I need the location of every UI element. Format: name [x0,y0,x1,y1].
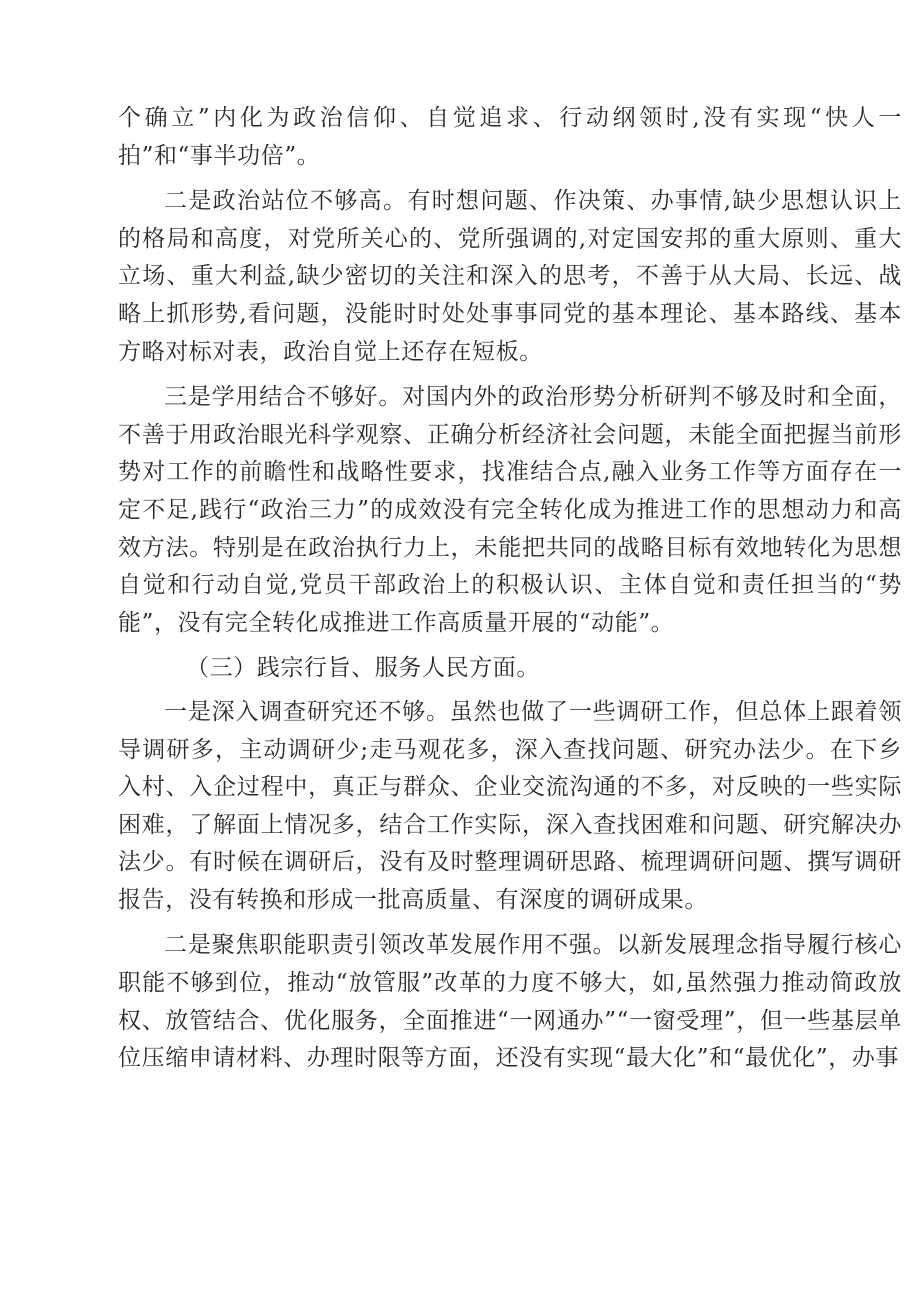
section-heading-serve-people: （三）践宗行旨、服务人民方面。 [186,655,540,682]
paragraph-continued: 个确立”内化为政治信仰、自觉追求、行动纲领时,没有实现“快人一拍”和“事半功倍”。 [118,105,902,169]
paragraph-study-application: 三是学用结合不够好。对国内外的政治形势分析研判不够及时和全面，不善于用政治眼光科学观察、正确分析经济社会问题，未能全面把握当前形势对工作的前瞻性和战略性要求，找准结合点,融入业务工作等方面存在一定不足,践行“政治三力”的成效没有完全转化成为推进工作的思想动力和高效方法。特别是在政治执行力上，未能把共同的战略目标有效地转化为思想自觉和行动自觉,党员干部政治上的积极认识、主体自觉和责任担当的“势能”，没有完全转化成推进工作高质量开展的“动能”。 [118,384,902,636]
paragraph-political-stance: 二是政治站位不够高。有时想问题、作决策、办事情,缺少思想认识上的格局和高度，对党所关心的、党所强调的,对定国安邦的重大原则、重大立场、重大利益,缺少密切的关注和深入的思考，不善于从大局、长远、战略上抓形势,看问题，没能时时处处事事同党的基本理论、基本路线、基本方略对标对表，政治自觉上还存在短板。 [118,188,902,365]
paragraph-reform-development: 二是聚焦职能职责引领改革发展作用不强。以新发展理念指导履行核心职能不够到位，推动“放管服”改革的力度不够大，如,虽然强力推动简政放权、放管结合、优化服务，全面推进“一网通办”“一窗受理”，但一些基层单位压缩申请材料、办理时限等方面，还没有实现“最大化”和“最优化”，办事 [118,932,902,1072]
paragraph-investigation-research: 一是深入调查研究还不够。虽然也做了一些调研工作，但总体上跟着领导调研多，主动调研少;走马观花多，深入查找问题、研究办法少。在下乡入村、入企过程中，真正与群众、企业交流沟通的不多，对反映的一些实际困难，了解面上情况多，结合工作实际，深入查找困难和问题、研究解决办法少。有时候在调研后，没有及时整理调研思路、梳理调研问题、撰写调研报告，没有转换和形成一批高质量、有深度的调研成果。 [118,698,902,913]
